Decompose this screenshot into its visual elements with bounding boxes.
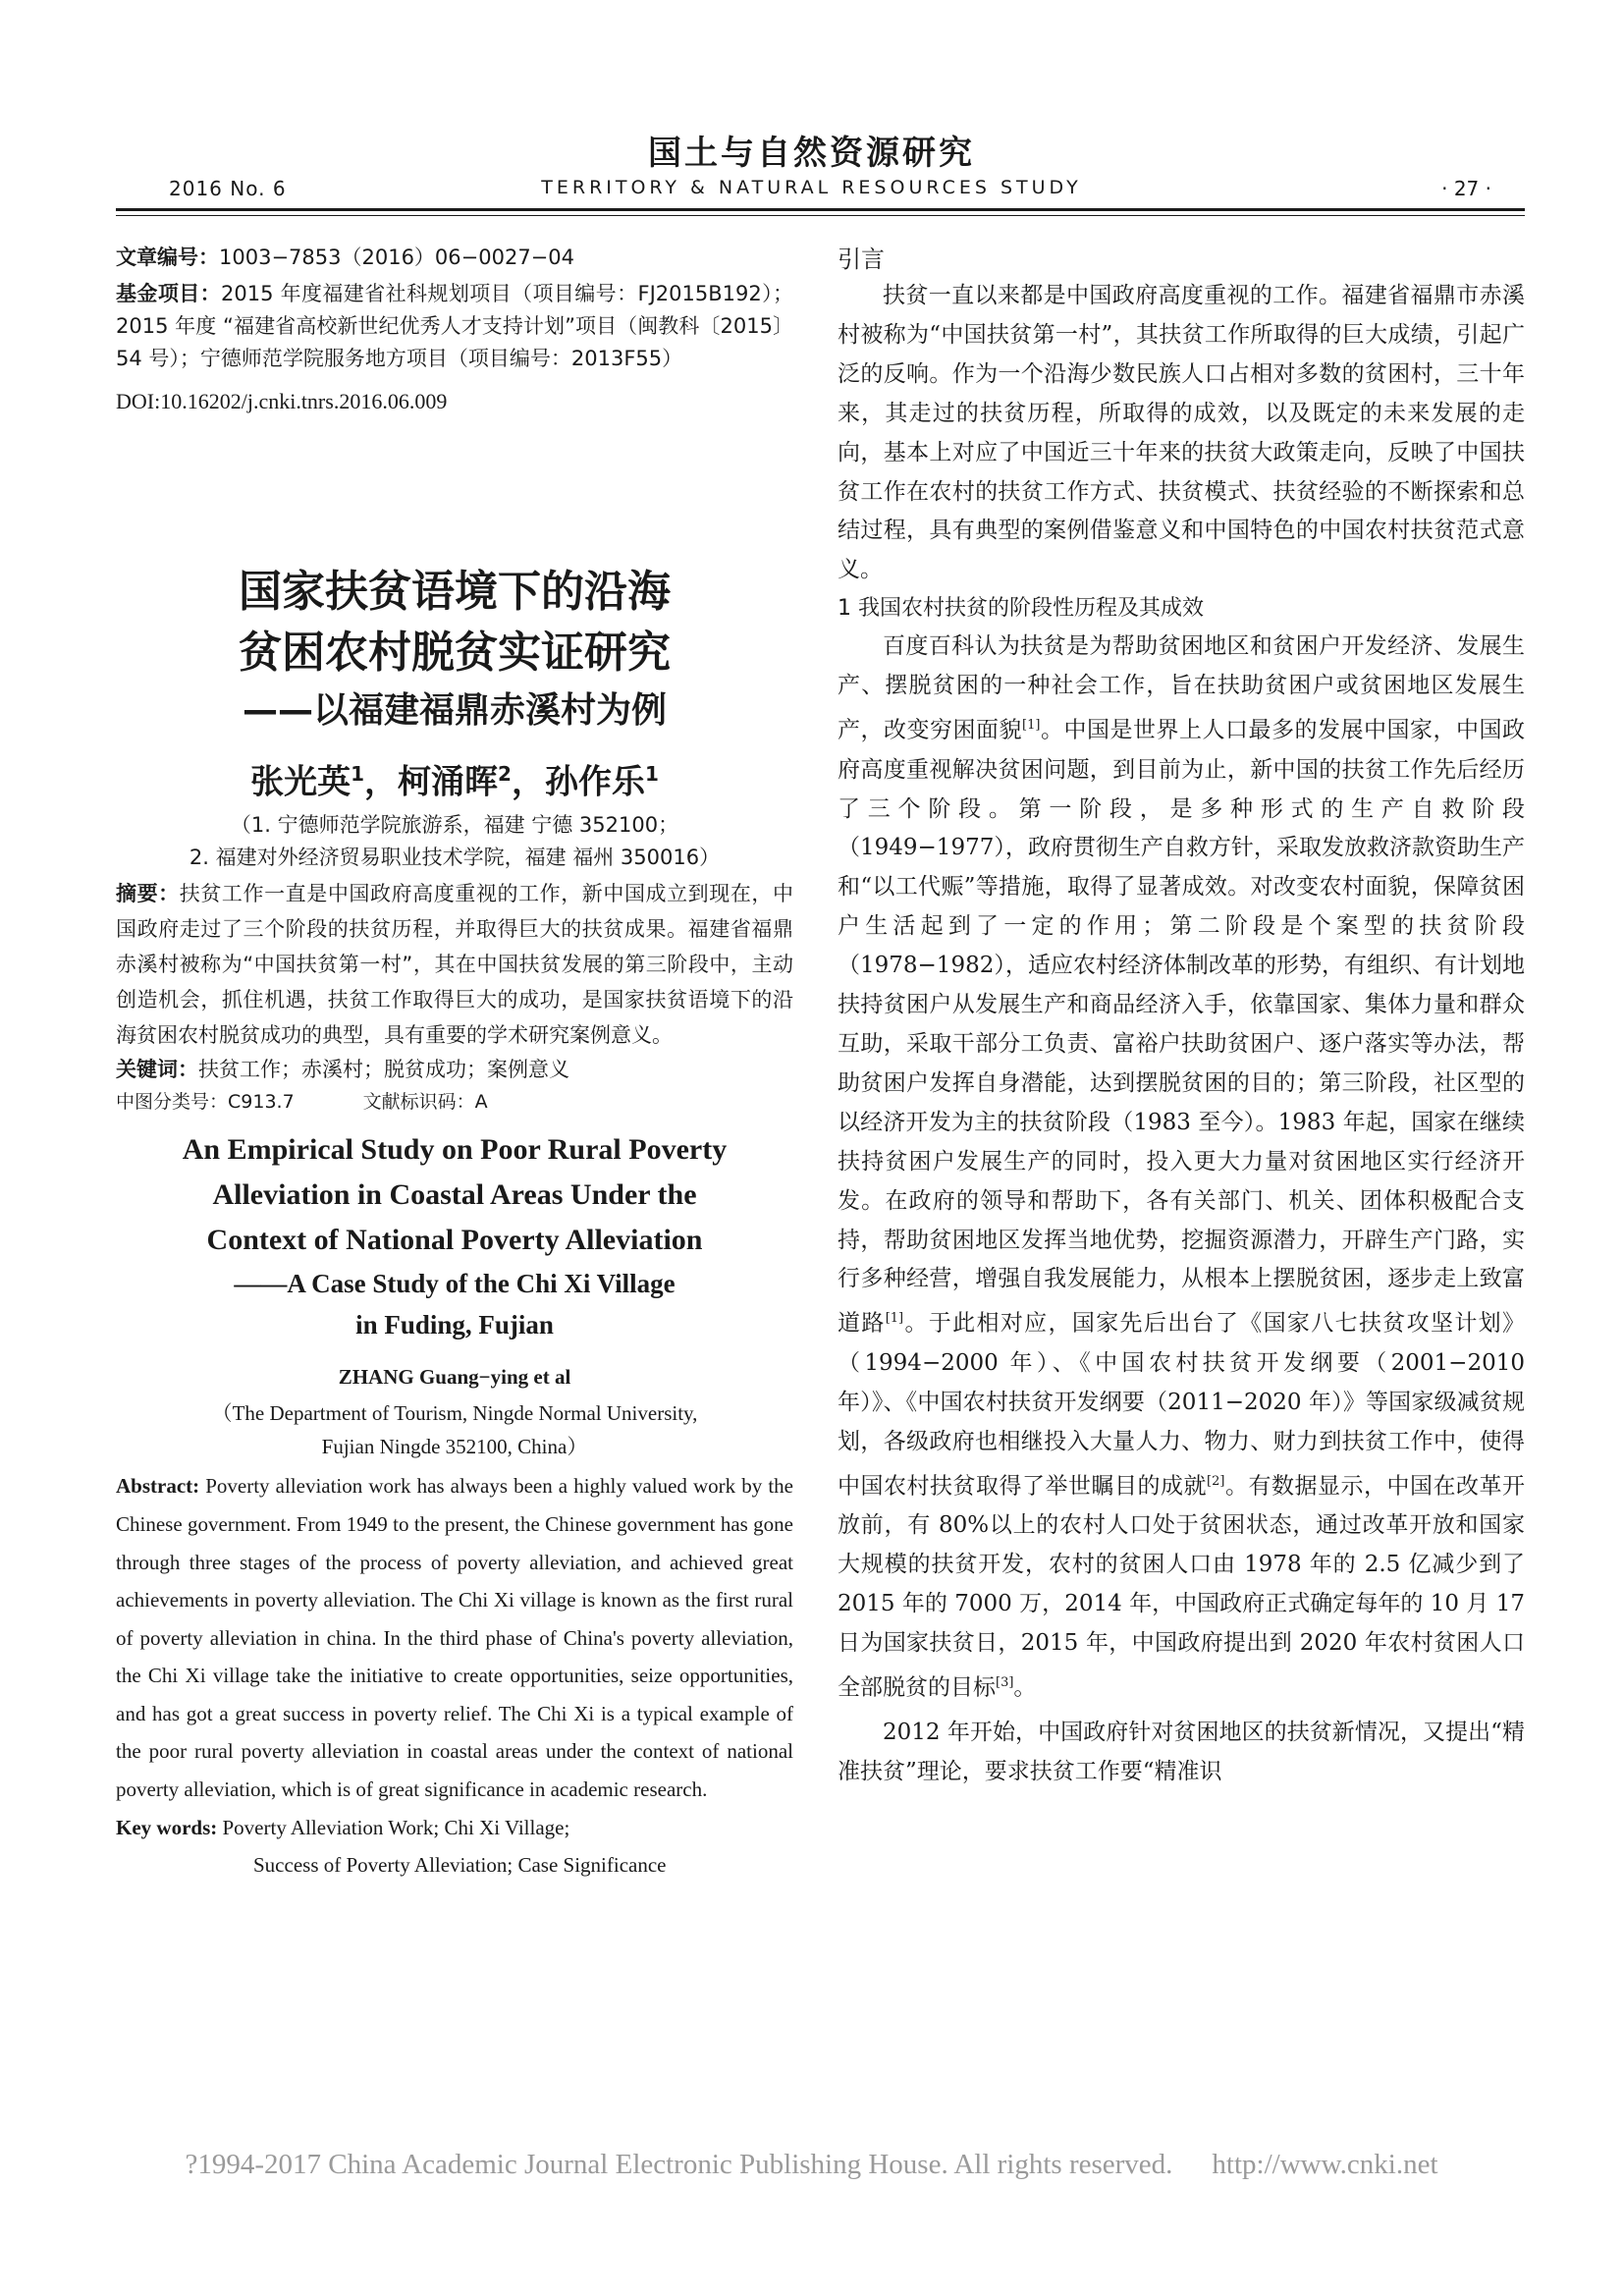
document-code: 文献标识码：A [362,1091,488,1114]
keywords-en [116,1809,793,1884]
title-en-line3: Context of National Poverty Alleviation [206,1224,703,1257]
right-column [838,242,1525,1792]
abstract-en-label: Abstract: [116,1474,200,1499]
citation-3: [3] [996,1674,1014,1690]
journal-title-en: TERRITORY & NATURAL RESOURCES STUDY [541,177,1082,198]
s1-text-d: 。有数据显示，中国在改革开放前，有 80%以上的农村人口处于贫困状态，通过改革开放和国家大规模的扶贫开发，农村的贫困人口由 1978 年的 2.5 亿减少到了 2015 年的 7000 万，2014 年，中国政府正式确定每年的 10 月 17 日为国家扶贫日，2015 年，中国政府提出到 2020 年农村贫困人口全部脱贫的目标 [838,1473,1526,1701]
author-2: ，柯涌晖 [364,762,499,802]
cnki-link[interactable]: http://www.cnki.net [1212,2149,1438,2180]
affiliation-cn-line1: （1. 宁德师范学院旅游系，福建 宁德 352100； [230,813,679,838]
classification [116,1086,793,1118]
author-1-affil: 1 [351,762,365,786]
author-en: ZHANG Guang−ying et al [338,1365,571,1390]
keywords-en-line2: Success of Poverty Alleviation; Case Significance [253,1852,667,1877]
citation-1b: [1] [885,1311,904,1327]
author-3-affil: 1 [644,762,659,786]
subtitle-cn: ——以福建福鼎赤溪村为例 [242,690,667,731]
article-number-label: 文章编号： [116,246,219,269]
abstract-cn [116,876,793,1053]
intro-paragraph: 扶贫一直以来都是中国政府高度重视的工作。福建省福鼎市赤溪村被称为“中国扶贫第一村”，其扶贫工作所取得的巨大成绩，引起广泛的反响。作为一个沿海少数民族人口占相对多数的贫困村，三十年来，其走过的扶贫历程，所取得的成效，以及既定的未来发展的走向，基本上对应了中国近三十年来的扶贫大政策走向，反映了中国扶贫工作在农村的扶贫工作方式、扶贫模式、扶贫经验的不断探索和总结过程，具有典型的案例借鉴意义和中国特色的中国农村扶贫范式意义。 [838,283,1525,583]
subtitle-en [116,1263,793,1345]
title-en-line2: Alleviation in Coastal Areas Under the [212,1178,697,1212]
article-number [116,242,793,274]
keywords-en-line1: Poverty Alleviation Work; Chi Xi Village; [217,1815,570,1839]
intro-heading: 引言 [838,246,885,273]
keywords-cn [116,1053,793,1086]
clc-number: 中图分类号：C913.7 [116,1091,295,1114]
affiliation-en [116,1396,793,1463]
author-2-affil: 2 [498,762,512,786]
issue-number: 2016 No. 6 [169,177,287,200]
author-1: 张光英 [250,762,352,802]
intro-body [838,277,1525,590]
copyright-notice: ?1994-2017 China Academic Journal Electronic Publishing House. All rights reserved. [185,2149,1173,2180]
subtitle-en-line2: in Fuding, Fujian [355,1310,554,1340]
fund-label: 基金项目： [116,282,222,305]
fund-text: 2015 年度福建省社科规划项目（项目编号：FJ2015B192）；2015 年度 “福建省高校新世纪优秀人才支持计划”项目（闽教科〔2015〕54 号）；宁德师范学院服务地方项目（项目编号：2013F55） [116,282,794,370]
keywords-en-label: Key words: [116,1815,218,1839]
abstract-en [116,1467,793,1808]
author-3: ，孙作乐 [511,762,645,802]
section-1-paragraph-2: 2012 年开始，中国政府针对贫困地区的扶贫新情况，又提出“精准扶贫”理论，要求扶贫工作要“精准识 [838,1720,1525,1785]
section-1-body [838,628,1525,1792]
fund-info [116,278,793,375]
header-rule-thin [116,215,1525,216]
footer [0,2149,1623,2181]
citation-1a: [1] [1022,718,1041,734]
section-1-paragraph-1 [838,628,1525,1708]
title-cn-line2: 贫困农村脱贫实证研究 [239,628,671,678]
abstract-cn-label: 摘要： [116,882,180,906]
s1-text-e: 。 [1013,1674,1037,1701]
keywords-cn-text: 扶贫工作；赤溪村；脱贫成功；案例意义 [198,1058,569,1082]
authors-cn [116,746,793,809]
journal-title-cn: 国土与自然资源研究 [648,134,975,173]
s1-text-a: 百度百科认为扶贫是为帮助贫困地区和贫困户开发经济、发展生产、摆脱贫困的一种社会工作，旨在扶助贫困户或贫困地区发展生产，改变穷困面貌 [838,633,1525,743]
doi: DOI:10.16202/j.cnki.tnrs.2016.06.009 [116,389,448,413]
affiliation-en-line1: （The Department of Tourism, Ningde Normal University, [211,1401,698,1426]
title-en-line1: An Empirical Study on Poor Rural Poverty [182,1133,728,1167]
title-cn [116,562,793,683]
abstract-en-text: Poverty alleviation work has always been a highly valued work by the Chinese government. From 1949 to the present, the Chinese government has gone through three stages of the process of poverty alleviation, and achieved great achievements in poverty alleviation. The Chi Xi village is known as the first rural of poverty alleviation in china. In the third phase of China's poverty alleviation, the Chi Xi village take the initiative to create opportunities, seize opportunities, and has got a great success in poverty relief. The Chi Xi is a typical example of the poor rural poverty alleviation in coastal areas under the context of national poverty alleviation, which is of great significance in academic research. [116,1474,793,1802]
title-cn-line1: 国家扶贫语境下的沿海 [239,567,671,617]
affiliation-cn [116,809,793,874]
abstract-cn-text: 扶贫工作一直是中国政府高度重视的工作，新中国成立到现在，中国政府走过了三个阶段的扶贫历程，并取得巨大的扶贫成果。福建省福鼎赤溪村被称为“中国扶贫第一村”，其在中国扶贫发展的第三阶段中，主动创造机会，抓住机遇，扶贫工作取得巨大的成功，是国家扶贫语境下的沿海贫困农村脱贫成功的典型，具有重要的学术研究案例意义。 [116,882,794,1048]
keywords-cn-label: 关键词： [116,1058,198,1082]
affiliation-en-line2: Fujian Ningde 352100, China） [321,1435,588,1459]
s1-text-c: 。于此相对应，国家先后出台了《国家八七扶贫攻坚计划》（1994−2000 年）、《中国农村扶贫开发纲要（2001−2010 年）》、《中国农村扶贫开发纲要（2011−2020 年）》等国家级减贫规划，各级政府也相继投入大量人力、物力、财力到扶贫工作中，使得中国农村扶贫取得了举世瞩目的成就 [838,1310,1526,1500]
subtitle-en-line1: ——A Case Study of the Chi Xi Village [234,1269,676,1299]
citation-2: [2] [1207,1473,1225,1489]
left-column [116,242,793,1884]
title-en [116,1127,793,1263]
s1-text-b: 。中国是世界上人口最多的发展中国家，中国政府高度重视解决贫困问题，到目前为止，新中国的扶贫工作先后经历了三个阶段。第一阶段，是多种形式的生产自救阶段（1949−1977），政府贯彻生产自救方针，采取发放救济款资助生产和“以工代赈”等措施，取得了显著成效。对改变农村面貌，保障贫困户生活起到了一定的作用；第二阶段是个案型的扶贫阶段（1978−1982），适应农村经济体制改革的形势，有组织、有计划地扶持贫困户从发展生产和商品经济入手，依靠国家、集体力量和群众互助，采取干部分工负责、富裕户扶助贫困户、逐户落实等办法，帮助贫困户发挥自身潜能，达到摆脱贫困的目的；第三阶段，社区型的以经济开发为主的扶贫阶段（1983 至今）。1983 年起，国家在继续扶持贫困户发展生产的同时，投入更大力量对贫困地区实行经济开发。在政府的领导和帮助下，各有关部门、机关、团体积极配合支持，帮助贫困地区发挥当地优势，挖掘资源潜力，开辟生产门路，实行多种经营，增强自我发展能力，从根本上摆脱贫困，逐步走上致富道路 [838,717,1526,1337]
article-number-value: 1003−7853（2016）06−0027−04 [219,246,575,269]
header-rule-thick [116,208,1525,211]
section-1-heading: 1 我国农村扶贫的阶段性历程及其成效 [838,596,1204,622]
page-number: · 27 · [1441,177,1491,200]
affiliation-cn-line2: 2. 福建对外经济贸易职业技术学院，福建 福州 350016） [189,846,721,870]
